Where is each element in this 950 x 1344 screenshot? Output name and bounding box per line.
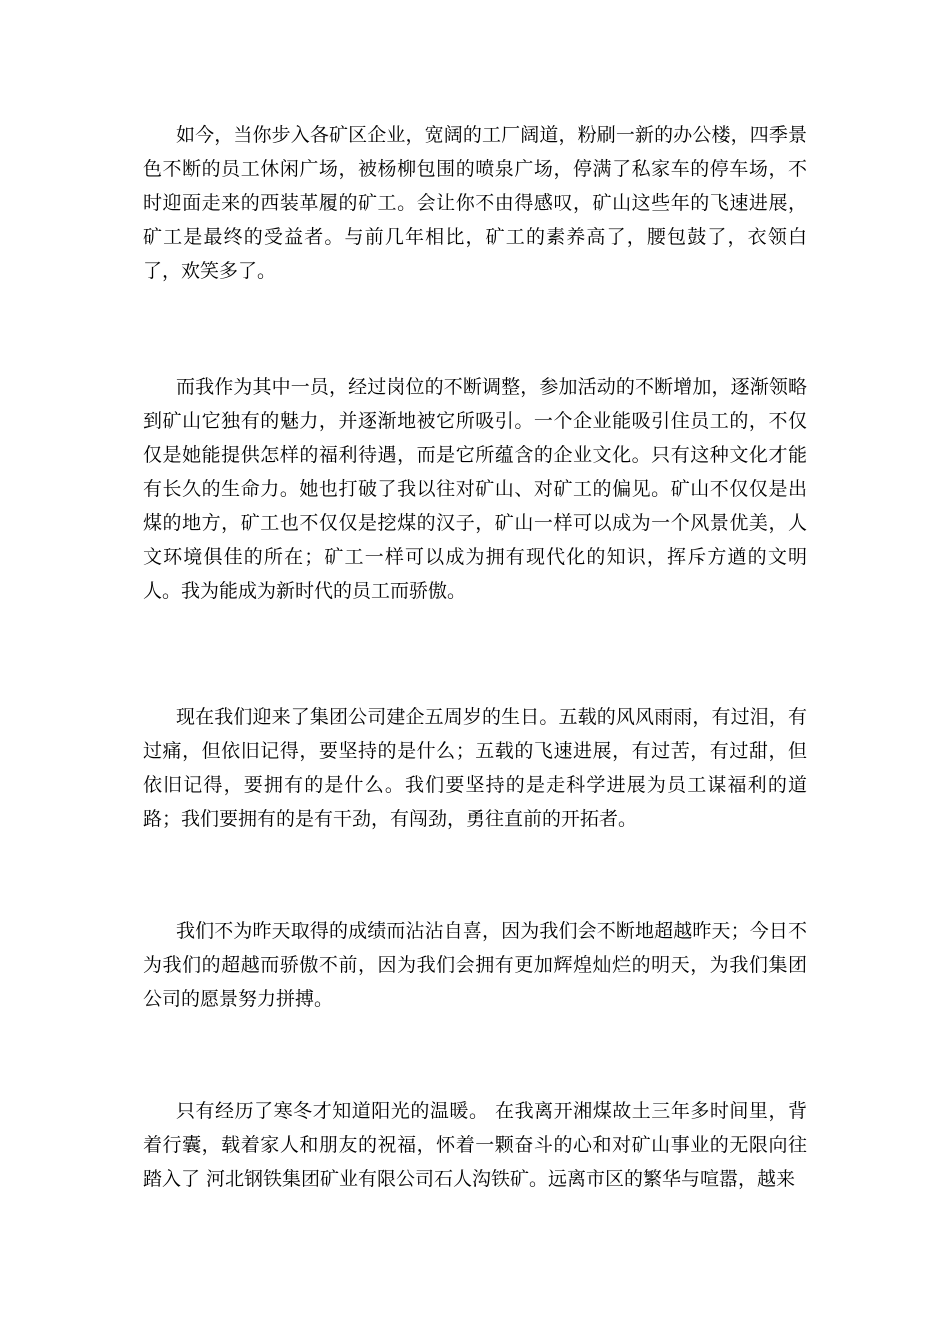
body-paragraph: 只有经历了寒冬才知道阳光的温暖。 在我离开湘煤故土三年多时间里，背着行囊，载着家人和朋友的祝福，怀着一颗奋斗的心和对矿山事业的无限向往踏入了 河北钢铁集团矿业有限公司石人沟铁矿。远离市区的繁华与喧嚣，越来 [143, 1100, 807, 1190]
body-paragraph: 现在我们迎来了集团公司建企五周岁的生日。五载的风风雨雨，有过泪，有过痛，但依旧记得，要坚持的是什么；五载的飞速进展，有过苦，有过甜，但依旧记得，要拥有的是什么。我们要坚持的是走科学进展为员工谋福利的道路；我们要拥有的是有干劲，有闯劲，勇往直前的开拓者。 [143, 706, 807, 830]
body-paragraph: 如今，当你步入各矿区企业，宽阔的工厂阔道，粉刷一新的办公楼，四季景色不断的员工休闲广场，被杨柳包围的喷泉广场，停满了私家车的停车场，不时迎面走来的西装革履的矿工。会让你不由得感叹，矿山这些年的飞速进展，矿工是最终的受益者。与前几年相比，矿工的素养高了，腰包鼓了，衣领白了，欢笑多了。 [143, 124, 807, 282]
body-paragraph: 我们不为昨天取得的成绩而沾沾自喜，因为我们会不断地超越昨天；今日不为我们的超越而骄傲不前，因为我们会拥有更加辉煌灿烂的明天，为我们集团公司的愿景努力拼搏。 [143, 920, 807, 1010]
body-paragraph: 而我作为其中一员，经过岗位的不断调整，参加活动的不断增加，逐渐领略到矿山它独有的魅力，并逐渐地被它所吸引。一个企业能吸引住员工的，不仅仅是她能提供怎样的福利待遇，而是它所蕴含的企业文化。只有这种文化才能有长久的生命力。她也打破了我以往对矿山、对矿工的偏见。矿山不仅仅是出煤的地方，矿工也不仅仅是挖煤的汉子，矿山一样可以成为一个风景优美，人文环境俱佳的所在；矿工一样可以成为拥有现代化的知识，挥斥方遒的文明人。我为能成为新时代的员工而骄傲。 [143, 376, 807, 602]
